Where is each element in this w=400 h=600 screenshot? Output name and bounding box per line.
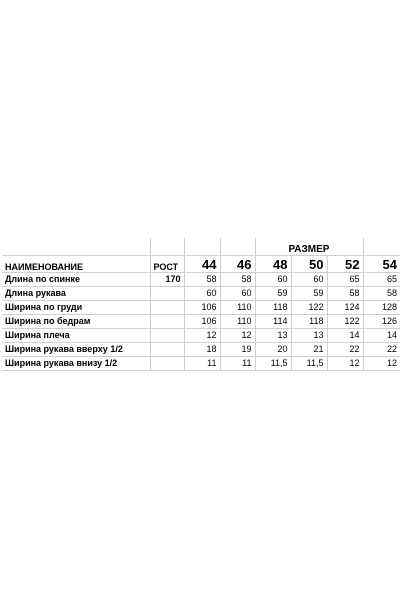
header-blank-cell <box>184 238 220 255</box>
measurement-value: 11 <box>220 356 255 370</box>
table-row <box>2 356 400 370</box>
measurement-value: 124 <box>327 300 363 314</box>
measurement-value: 106 <box>184 300 220 314</box>
rost-value <box>150 342 184 356</box>
measurement-value: 19 <box>220 342 255 356</box>
measurement-value: 22 <box>327 342 363 356</box>
measurement-value: 118 <box>255 300 291 314</box>
measurement-name: Ширина по груди <box>2 300 150 314</box>
table-row <box>2 300 400 314</box>
header-row-sizes <box>2 255 400 272</box>
rost-value <box>150 356 184 370</box>
razmer-header: РАЗМЕР <box>255 238 363 255</box>
measurement-value: 60 <box>255 272 291 286</box>
measurement-value: 22 <box>363 342 400 356</box>
size-header: 50 <box>291 255 327 272</box>
header-blank-cell <box>220 238 255 255</box>
name-header: НАИМЕНОВАНИЕ <box>2 255 150 272</box>
measurement-value: 106 <box>184 314 220 328</box>
measurement-name: Ширина рукава внизу 1/2 <box>2 356 150 370</box>
measurement-value: 114 <box>255 314 291 328</box>
measurement-value: 59 <box>291 286 327 300</box>
measurement-name: Ширина по бедрам <box>2 314 150 328</box>
measurement-value: 11 <box>184 356 220 370</box>
header-blank-cell <box>363 238 400 255</box>
measurement-value: 59 <box>255 286 291 300</box>
header-blank-cell <box>150 238 184 255</box>
size-header: 54 <box>363 255 400 272</box>
measurement-value: 18 <box>184 342 220 356</box>
measurement-value: 60 <box>291 272 327 286</box>
measurement-value: 14 <box>327 328 363 342</box>
measurement-value: 65 <box>327 272 363 286</box>
measurement-value: 65 <box>363 272 400 286</box>
measurement-value: 13 <box>291 328 327 342</box>
size-chart-table <box>2 238 400 371</box>
measurement-name: Ширина плеча <box>2 328 150 342</box>
measurement-value: 14 <box>363 328 400 342</box>
rost-value <box>150 286 184 300</box>
measurement-value: 118 <box>291 314 327 328</box>
measurement-value: 21 <box>291 342 327 356</box>
rost-value <box>150 328 184 342</box>
header-blank-cell <box>2 238 150 255</box>
measurement-value: 128 <box>363 300 400 314</box>
measurement-value: 122 <box>291 300 327 314</box>
table-row <box>2 342 400 356</box>
rost-value: 170 <box>150 272 184 286</box>
measurement-name: Ширина рукава вверху 1/2 <box>2 342 150 356</box>
measurement-value: 122 <box>327 314 363 328</box>
rost-value <box>150 314 184 328</box>
measurement-value: 58 <box>363 286 400 300</box>
size-header: 46 <box>220 255 255 272</box>
measurement-value: 58 <box>184 272 220 286</box>
measurement-value: 126 <box>363 314 400 328</box>
measurement-value: 58 <box>327 286 363 300</box>
measurement-value: 20 <box>255 342 291 356</box>
size-header: 48 <box>255 255 291 272</box>
measurement-value: 13 <box>255 328 291 342</box>
measurement-value: 110 <box>220 300 255 314</box>
measurement-value: 60 <box>184 286 220 300</box>
rost-value <box>150 300 184 314</box>
size-header: 52 <box>327 255 363 272</box>
measurement-value: 12 <box>363 356 400 370</box>
measurement-name: Длина рукава <box>2 286 150 300</box>
header-row-top <box>2 238 400 255</box>
table-row <box>2 314 400 328</box>
table-row <box>2 328 400 342</box>
rost-header: РОСТ <box>150 255 184 272</box>
measurement-name: Длина по спинке <box>2 272 150 286</box>
measurement-value: 11,5 <box>255 356 291 370</box>
measurement-value: 11,5 <box>291 356 327 370</box>
size-header: 44 <box>184 255 220 272</box>
measurement-value: 60 <box>220 286 255 300</box>
table-row <box>2 272 400 286</box>
measurement-value: 12 <box>220 328 255 342</box>
measurement-value: 110 <box>220 314 255 328</box>
table-row <box>2 286 400 300</box>
measurement-value: 12 <box>327 356 363 370</box>
measurement-value: 12 <box>184 328 220 342</box>
measurement-value: 58 <box>220 272 255 286</box>
